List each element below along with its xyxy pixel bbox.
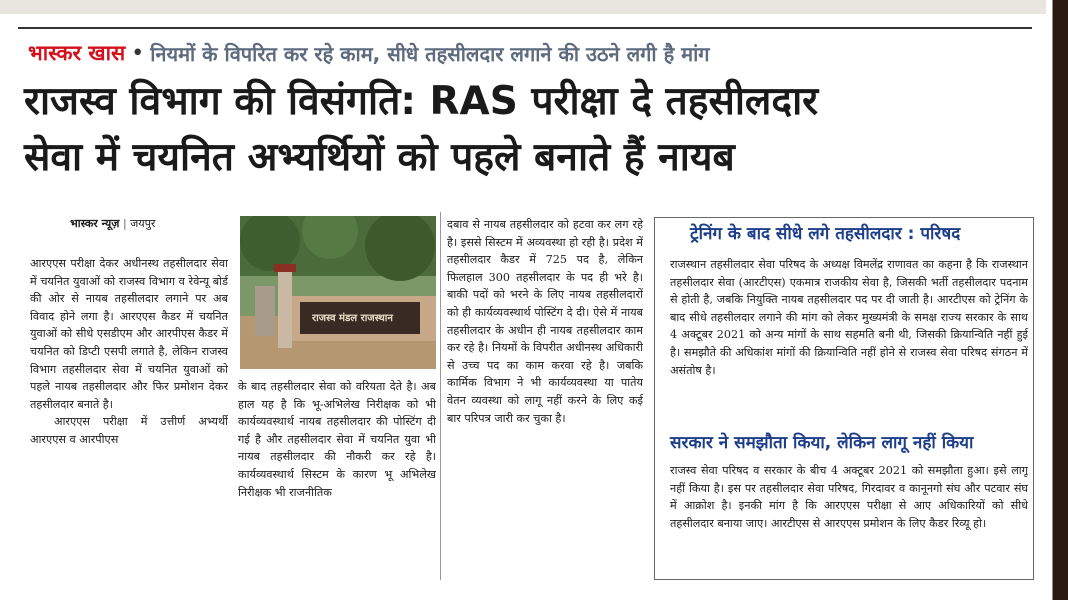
article-paragraph-1: आरएएस परीक्षा देकर अधीनस्थ तहसीलदार सेवा में चयनित युवाओं को राजस्व विभाग व रेवेन्यू बोर्ड की ओर से नायब तहसीलदार लगाने पर अब विवाद होने लगा है। आरएएस कैडर में चयनित युवाओं को सीधे एसडीएम और आरपीएस कैडर में चयनित को डिप्टी एसपी लगाते है, लेकिन राजस्व विभाग तहसीलदार सेवा में चयनित युवाओं को पहले नायब तहसीलदार और फिर प्रमोशन देकर तहसीलदार बनाते है। [30,257,228,411]
headline-line-1: राजस्व विभाग की विसंगति: RAS परीक्षा दे तहसीलदार [24,79,819,124]
article-column-1 [30,255,228,575]
page-top-strip [0,0,1068,14]
kicker-line [28,36,1028,70]
sidebar-paragraph-1: राजस्थान तहसीलदार सेवा परिषद के अध्यक्ष विमलेंद्र राणावत का कहना है कि राजस्थान तहसीलदार सेवा (आरटीएस) एकमात्र राजकीय सेवा है, जिसकी भर्ती तहसीलदार पदनाम से होती है, जबकि नियुक्ति नायब तहसीलदार पद पर दी जाती है। आरटीएस को ट्रेनिंग के बाद सीधे तहसीलदार लगाने की मांग को लेकर मुख्यमंत्री के समक्ष राज्य सरकार के साथ 4 अक्टूबर 2021 को अन्य मांगों के साथ सहमति बनी थी, जिसकी क्रियान्विति नहीं हुई है। समझौते की अधिकांश मांगों की क्रियान्विति नहीं होने से राजस्व सेवा परिषद संगठन में असंतोष है। [670,258,1028,377]
sidebar-paragraph-2: राजस्व सेवा परिषद व सरकार के बीच 4 अक्टूबर 2021 को समझौता हुआ। इसे लागू नहीं किया है। इस पर तहसीलदार सेवा परिषद, गिरदावर व कानूनगो संघ और पटवार संघ में आक्रोश है। इनकी मांग है कि आरएएस परीक्षा से आए अधिकारियों को सीधे तहसीलदार बनाया जाए। आरटीएस से आरएएस प्रमोशन के लिए कैडर रिव्यू हो। [670,464,1028,530]
column-divider [440,212,441,580]
headline [24,74,1024,186]
byline-source: भास्कर न्यूज़ [70,217,120,230]
photo-sign-text: राजस्व मंडल राजस्थान [312,313,393,324]
article-paragraph-4: दबाव से नायब तहसीलदार को हटवा कर लग रहे है। इससे सिस्टम में अव्यवस्था हो रही है। प्रदेश में तहसीलदार कैडर में 725 पद है, लेकिन फिलहाल 300 तहसीलदार के पद ही भरे है। बाकी पदों को भरने के लिए नायब तहसीलदारों को ही कार्यव्यवस्थार्थ पोस्टिंग दे दी। ऐसे में नायब तहसीलदार के अधीन ही नायब तहसीलदार काम कर रहे है। नियमों के विपरीत अधीनस्थ अधिकारी से उच्च पद का काम करवा रहे है। जबकि कार्मिक विभाग ने भी कार्यव्यवस्था या पातेय वेतन व्यवस्था को लागू नहीं करने के लिए कई बार परिपत्र जारी कर चुका है। [447,218,643,425]
brand-label: भास्कर खास [28,41,126,65]
sidebar-column-2 [670,462,1028,582]
sidebar-column-1 [670,256,1028,421]
top-rule [18,27,1032,29]
byline-separator: | [122,217,131,230]
photo-illustration [240,216,436,369]
byline [70,216,155,231]
article-paragraph-3: के बाद तहसीलदार सेवा को वरियता देते है। अब हाल यह है कि भू-अभिलेख निरीक्षक को भी कार्यव्यवस्थार्थ नायब तहसीलदार की पोस्टिंग दी गई है और तहसीलदार सेवा में चयनित युवा भी नायब तहसीलदार की नौकरी कर रहे है। कार्यव्यवस्थार्थ सिस्टम के कारण भू अभिलेख निरीक्षक भी राजनीतिक [238,380,436,499]
kicker-bullet: • [131,40,145,66]
page-edge-shadow [1046,0,1068,600]
article-column-2 [238,378,436,578]
news-photo [240,216,436,369]
kicker-text: नियमों के विपरित कर रहे काम, सीधे तहसीलदार लगाने की उठने लगी है मांग [150,41,710,66]
article-column-3 [447,216,643,578]
sidebar-heading-1: ट्रेनिंग के बाद सीधे लगे तहसीलदार : परिषद [690,224,961,244]
article-paragraph-2: आरएएस परीक्षा में उत्तीर्ण अभ्यर्थी आरएएस व आरपीएस [30,415,228,446]
byline-city: जयपुर [130,217,156,230]
headline-line-2: सेवा में चयनित अभ्यर्थियों को पहले बनाते हैं नायब [24,135,735,180]
sidebar-heading-2: सरकार ने समझौता किया, लेकिन लागू नहीं किया [670,433,974,453]
